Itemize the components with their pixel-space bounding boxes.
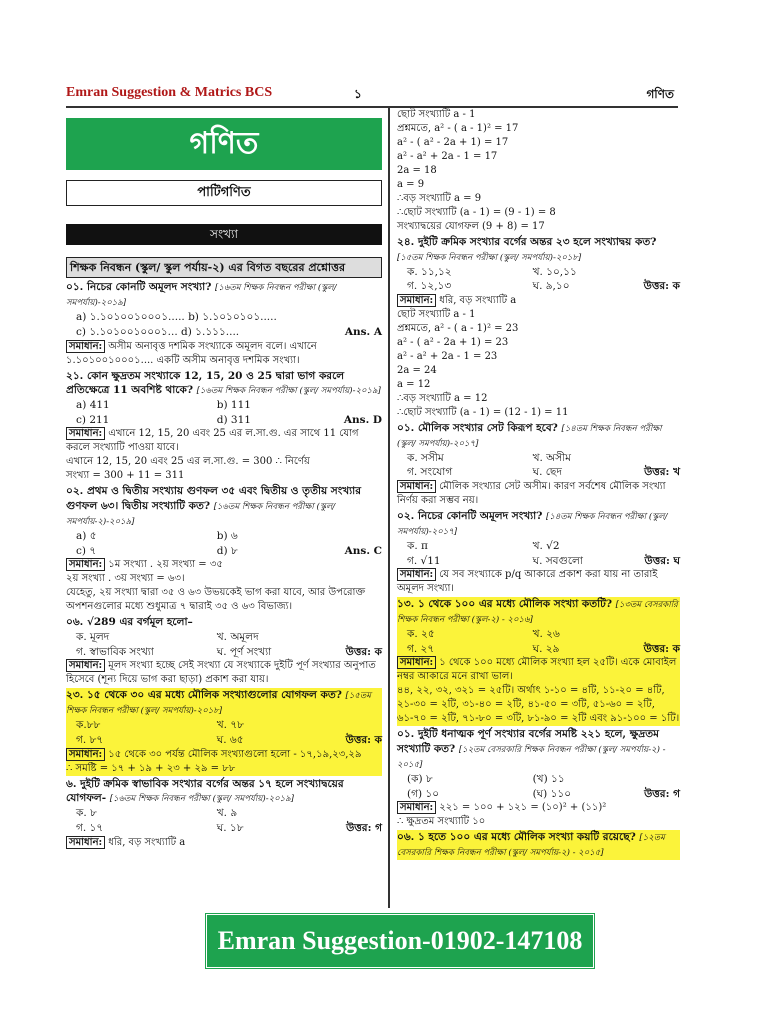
solution-text: ১.১০১০০১০০০১.... একটি অসীম অনাবৃত্ত দশমিক সংখ্যা। [66,354,300,366]
solution-line: ∴বড় সংখ্যাটি a = 12 [397,392,488,404]
question-source: [১৫তম শিক্ষক নিবন্ধন পরীক্ষা (স্কুল/ সমপর্যায়)-২০১৮] [397,252,582,263]
solution-text: ∴ সমষ্টি = ১৭ + ১৯ + ২৩ + ২৯ = ৮৮ [66,762,236,774]
solution-line: 2a = 18 [397,165,437,176]
option: ঘ. পূর্ণ সংখ্যা [216,645,272,658]
solution-text: যে সব সংখ্যাকে p/q আকারে প্রকাশ করা যায় না তারাই অমূলদ সংখ্যা। [397,569,658,595]
option: ঘ. ৬৫ [216,733,244,746]
question-source: [১২তম বেসরকারি শিক্ষক নিবন্ধন পরীক্ষা (স্কুল/ সমপর্যায়-২) - ২০১৫] [397,745,666,770]
solution-line: প্রশ্নমতে, a² - ( a - 1)² = 23 [397,322,519,334]
option: গ. সংযোগ [407,466,453,479]
solution-text: সংখ্যা = 300 + 11 = 311 [66,470,185,482]
question-block [66,369,382,484]
question-text: ০১. দুইটি ধনাত্মক পূর্ণ সংখ্যার বর্গের সমষ্টি ২২১ হলে, ক্ষুদ্রতম সংখ্যাটি কত? [397,728,659,756]
option: (ক) ৮ [407,772,433,785]
question-text: ০২. প্রথম ও দ্বিতীয় সংখ্যায় গুণফল ৩৫ এবং দ্বিতীয় ও তৃতীয় সংখ্যার গুণফল ৬৩। দ্বিতীয় সংখ্যাটি কত? [66,485,362,513]
option: a) 411 [76,399,110,412]
option: ক. ৮ [76,807,97,820]
column-divider [388,108,390,908]
option: খ. অসীম [532,451,572,464]
question-source: [১৬তম শিক্ষক নিবন্ধন পরীক্ষা (স্কুল/ সমপর্যায়)-২০১৯] [109,794,294,805]
answer: Ans. D [343,413,382,426]
option: খ. ২৬ [532,628,560,641]
chapter-title: গণিত [66,118,382,170]
solution-text: অসীম অনাবৃত্ত দশমিক সংখ্যাকে অমূলদ বলে। এখানে [108,340,317,352]
solution-label: সমাধান: [66,659,105,672]
solution-text: ∴ ক্ষুদ্রতম সংখ্যাটি ১০ [397,816,486,828]
option: গ. ১২,১৩ [407,280,452,293]
option: (ঘ) ১১০ [532,787,572,800]
option: ঘ. ছেদ [532,466,562,479]
option: ঘ. ১৮ [216,821,244,834]
solution-label: সমাধান: [66,836,105,849]
question-source: [১৫তম শিক্ষক নিবন্ধন পরীক্ষা (স্কুল/ সমপর্যায়)-২০১৮] [66,691,371,717]
option: খ. ৯ [216,807,238,820]
solution-line: ∴বড় সংখ্যাটি a = 9 [397,193,482,204]
option: b) ৬ [216,529,238,542]
page-number: ১ [354,87,362,101]
option: (গ) ১০ [407,787,440,800]
question-text: ০১. নিচের কোনটি অমূলদ সংখ্যা? [66,281,212,294]
solution-line: a² - ( a² - 2a + 1) = 17 [397,137,509,148]
footer-banner: Emran Suggestion-01902-147108 [208,916,592,966]
solution-text: মূলদ সংখ্যা হচ্ছে সেই সংখ্যা যে সংখ্যাকে দুইটি পূর্ণ সংখ্যার অনুপাত হিসেবে (শূন্য দিয়ে ভাগ করা ছাড়া) প্রকাশ করা যায়। [66,660,376,686]
solution-text: যেহেতু, ২য় সংখ্যা দ্বারা ৩৫ ও ৬৩ উভয়কেই ভাগ করা যাবে, আর উপরোক্ত অপশনগুলোর মধ্যে শুধুমাত্র ৭ দ্বারাই ৩৫ ও ৬৩ বিভাজ্য। [66,587,366,613]
solution-line: a² - a² + 2a - 1 = 23 [397,350,498,362]
option: খ. অমূলদ [216,631,259,644]
solution-text: ধরি, বড় সংখ্যাটি a [439,294,517,306]
option: ক. সসীম [407,451,444,464]
option: ঘ. ২৯ [532,642,560,655]
solution-label: সমাধান: [66,558,105,571]
answer: উত্তর: ঘ [644,554,680,567]
question-block [397,727,680,829]
question-text: ০৬. ১ হতে ১০০ এর মধ্যে মৌলিক সংখ্যা কয়টি রয়েছে? [397,831,636,844]
question-text: ১৩. ১ থেকে ১০০ এর মধ্যে মৌলিক সংখ্যা কতটি? [397,598,612,611]
option: ঘ. ৯,১০ [532,280,570,293]
option: c) ৭ [76,544,97,557]
option-line: a) ১.১০১০০১০০০১..... b) ১.১০১০১০১..... [76,311,277,324]
question-block [397,830,680,860]
option: c) 211 [76,413,110,426]
solution-line: প্রশ্নমতে, a² - ( a - 1)² = 17 [397,123,519,134]
answer: উত্তর: খ [644,466,680,479]
question-text: ২৩. ১৫ থেকে ৩০ এর মধ্যে মৌলিক সংখ্যাগুলোর যোগফল কত? [66,689,342,702]
answer: Ans. C [344,544,382,557]
solution-label: সমাধান: [397,294,436,307]
option: গ. ৮৭ [76,733,104,746]
option: গ. ২৭ [407,642,435,655]
solution-line: ∴ছোট সংখ্যাটি (a - 1) = (9 - 1) = 8 [397,207,556,218]
question-source: [১৬তম শিক্ষক নিবন্ধন পরীক্ষা (স্কুল/ সমপর্যায়-২)-২০১৯] [66,502,336,528]
question-block [66,280,382,367]
solution-line: a = 12 [397,378,431,390]
solution-line: a = 9 [397,179,425,190]
solution-label: সমাধান: [66,427,105,440]
option: ক. ২৫ [407,628,435,641]
solution-line: ছোট সংখ্যাটি a - 1 [397,308,476,320]
solution-line: ছোট সংখ্যাটি a - 1 [397,109,476,120]
solution-label: সমাধান: [397,480,436,493]
solution-label: সমাধান: [66,340,105,353]
question-text: ৬. দুইটি ক্রমিক স্বাভাবিক সংখ্যার বর্গের অন্তর ১৭ হলে সংখ্যাদ্বয়ের যোগফল- [66,777,344,805]
option: খ. ৭৮ [216,719,244,732]
option: খ. ১০,১১ [532,265,577,278]
solution-text: ১ম সংখ্যা . ২য় সংখ্যা = ৩৫ [108,559,223,571]
answer: উত্তর: ক [345,733,382,746]
option: d) 311 [216,413,251,426]
topic-heading: সংখ্যা [66,224,382,245]
question-text: ০২. নিচের কোনটি অমূলদ সংখ্যা? [397,510,543,523]
question-block [66,688,382,775]
option: ক.৮৮ [76,719,101,732]
option: a) ৫ [76,529,97,542]
answer: উত্তর: ক [643,280,680,293]
option: (খ) ১১ [532,772,565,785]
solution-label: সমাধান: [66,748,105,761]
solution-text: ধরি, বড় সংখ্যাটি a [108,836,186,848]
option: ক. মূলদ [76,631,110,644]
solution-line: 2a = 24 [397,364,437,376]
solution-text: মৌলিক সংখ্যার সেট অসীম। কারণ সর্বশেষ মৌলিক সংখ্যা নির্ণয় করা সম্ভব নয়। [397,481,666,507]
subject-label: গণিত [646,87,674,101]
option-line: c) ১.১০১০০১০০০১... d) ১.১১১.... [76,325,240,338]
answer: উত্তর: ক [643,642,680,655]
question-block [66,777,382,850]
question-source: [১৩তম বেসরকারি শিক্ষক নিবন্ধন পরীক্ষা (স্কুল-২) - ২০১৬] [397,600,678,626]
solution-text: ৪৪, ২২, ৩২, ৩২১ = ২৫টি। অর্থাৎ ১-১০ = ৪টি, ১১-২০ = ৪টি, ২১-৩০ = ২টি, ৩১-৪০ = ২টি, ৪১-৫০ = ৩টি, ৫১-৬০ = ২টি, ৬১-৭০ = ২টি, ৭১-৮০ = ৩টি, ৮১-৯০ = ২টি এবং ৯১-১০০ = ১টি। [397,685,680,725]
question-source: [১২তম বেসরকারি শিক্ষক নিবন্ধন পরীক্ষা (স্কুল/ সমপর্যায়-২) - ২০১৫] [397,833,665,859]
answer: উত্তর: গ [346,821,382,834]
question-block [397,421,680,508]
question-source: [১৬তম শিক্ষক নিবন্ধন পরীক্ষা (স্কুল/ সমপর্যায়)-২০১৯] [196,386,381,397]
option: গ. √11 [407,554,441,567]
answer: উত্তর: ক [345,645,382,658]
solution-text: এখানে 12, 15, 20 এবং 25 এর ল.সা.গু. = 300 ∴ নির্ণেয় [66,456,310,468]
option: b) 111 [216,399,251,412]
solution-text: এখানে 12, 15, 20 এবং 25 এর ল.সা.গু. এর সাথে 11 যোগ করলে সংখ্যাটি পাওয়া যাবে। [66,428,359,454]
option: গ. ১৭ [76,821,104,834]
question-text: ০১. মৌলিক সংখ্যার সেট কিরূপ হবে? [397,421,558,434]
solution-label: সমাধান: [397,801,436,814]
question-block [66,615,382,687]
option: ঘ. সবগুলো [532,554,583,567]
section-heading: শিক্ষক নিবন্ধন (স্কুল/ স্কুল পর্যায়-২) এর বিগত বছরের প্রশ্নোত্তর [66,257,382,278]
question-source: [১৬তম শিক্ষক নিবন্ধন পরীক্ষা (স্কুল/ সমপর্যায়)-২০১৯] [66,283,337,309]
solution-line: সংখ্যাদ্বয়ের যোগফল (9 + 8) = 17 [397,221,545,232]
solution-text: ১ থেকে ১০০ মধ্যে মৌলিক সংখ্যা হল ২৫টি। একে মোবাইল নম্বর আকারে মনে রাখা ভাল। [397,657,677,683]
question-text: ২৪. দুইটি ক্রমিক সংখ্যার বর্গের অন্তর ২৩ হলে সংখ্যাদ্বয় কত? [397,236,657,248]
option: গ. স্বাভাবিক সংখ্যা [76,645,154,658]
question-block [397,509,680,596]
solution-text: ১৫ থেকে ৩০ পর্যন্ত মৌলিক সংখ্যাগুলো হলো - ১৭,১৯,২৩,২৯ [108,748,362,760]
solution-line: a² - ( a² - 2a + 1) = 23 [397,336,509,348]
option: d) ৮ [216,544,238,557]
question-text: ০৬. √289 এর বর্গমূল হলো– [66,616,193,629]
option: ক. ১১,১২ [407,265,452,278]
question-source: [১৪তম শিক্ষক নিবন্ধন পরীক্ষা (স্কুল/ সমপর্যায়)-২০১৭] [397,512,668,537]
solution-text: ২২১ = ১০০ + ১২১ = (১০)² + (১১)² [439,802,607,814]
page-header [66,84,678,108]
chapter-subtitle: পাটিগণিত [66,180,382,206]
option: খ. √2 [532,539,560,552]
brand-title: Emran Suggestion & Matrics BCS [66,85,273,100]
answer: উত্তর: গ [644,787,680,800]
question-block [66,484,382,614]
continued-solution [397,108,680,234]
solution-text: ২য় সংখ্যা . ৩য় সংখ্যা = ৬৩। [66,573,185,585]
question-text: ২১. কোন ক্ষুদ্রতম সংখ্যাকে 12, 15, 20 ও 25 দ্বারা ভাগ করলে প্রতিক্ষেত্রে 11 অবশিষ্ট থাকে? [66,369,345,397]
question-source: [১৪তম শিক্ষক নিবন্ধন পরীক্ষা (স্কুল/ সমপর্যায়)-২০১৭] [397,423,662,449]
solution-label: সমাধান: [397,656,436,669]
left-column [66,108,382,850]
solution-label: সমাধান: [397,568,436,581]
option: ক. π [407,539,428,552]
solution-line: a² - a² + 2a - 1 = 17 [397,151,498,162]
question-block [397,597,680,726]
answer: Ans. A [344,325,382,338]
solution-line: ∴ছোট সংখ্যাটি (a - 1) = (12 - 1) = 11 [397,406,569,418]
right-column [397,108,680,860]
question-block [397,235,680,420]
